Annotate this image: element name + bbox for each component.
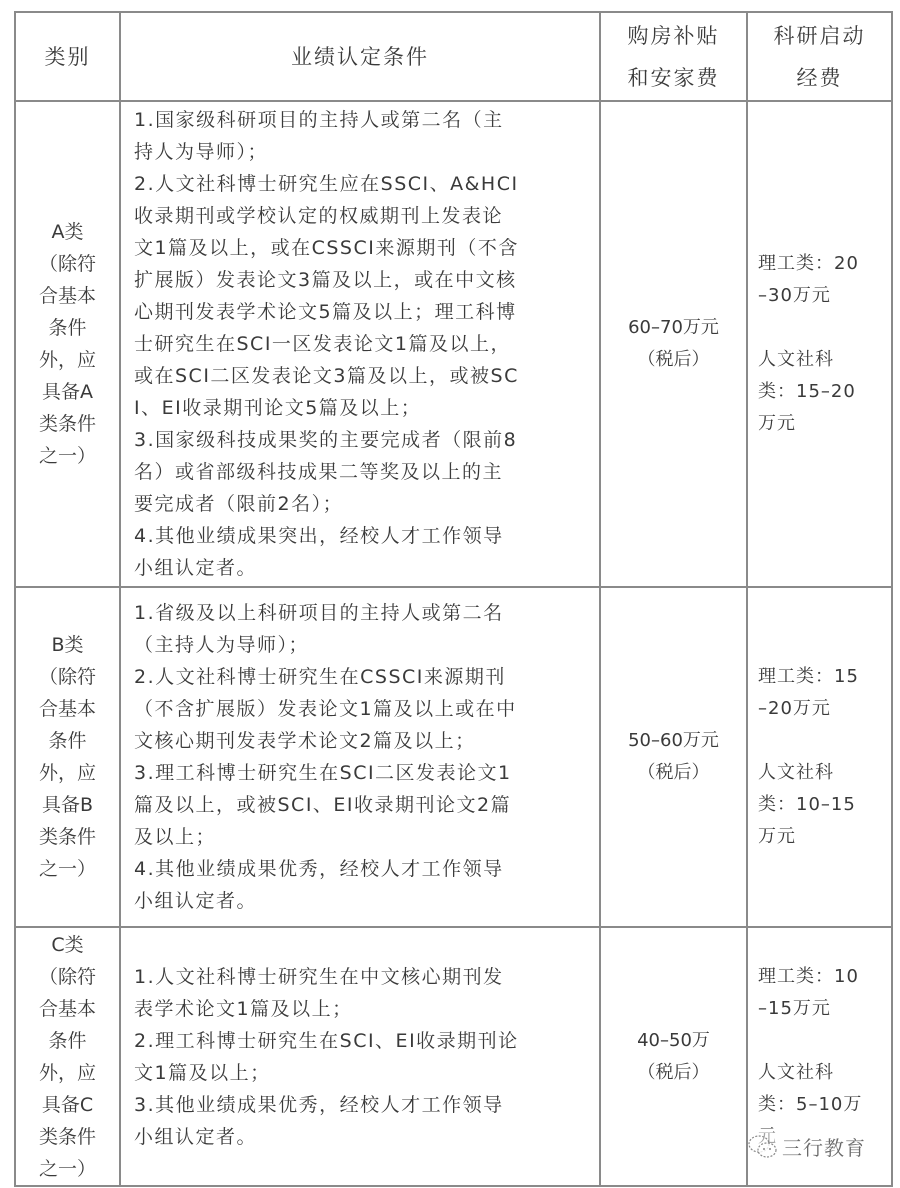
category-cell: B类 （除符 合基本 条件 外，应 具备B 类条件 之一） xyxy=(15,587,120,927)
housing-subsidy-cell: 50–60万元 （税后） xyxy=(600,587,747,927)
conditions-cell: 1.省级及以上科研项目的主持人或第二名 （主持人为导师）； 2.人文社科博士研究生在CSSCI来源期刊 （不含扩展版）发表论文1篇及以上或在中 文核心期刊发表学术论文2篇及以上； 3.理工科博士研究生在SCI二区发表论文1 篇及以上，或被SCI、EI收录期刊论文2篇 及以上； 4.其他业绩成果优秀，经校人才工作领导 小组认定者。 xyxy=(120,587,600,927)
header-category: 类别 xyxy=(15,12,120,101)
housing-subsidy-cell: 60–70万元 （税后） xyxy=(600,101,747,587)
watermark xyxy=(748,1132,866,1161)
conditions-cell: 1.人文社科博士研究生在中文核心期刊发 表学术论文1篇及以上； 2.理工科博士研究生在SCI、EI收录期刊论 文1篇及以上； 3.其他业绩成果优秀，经校人才工作领导 小组认定者。 xyxy=(120,927,600,1186)
research-funding-cell: 理工类：20 –30万元 人文社科 类：15–20 万元 xyxy=(747,101,892,587)
header-research-funding: 科研启动 经费 xyxy=(747,12,892,101)
wechat-icon xyxy=(748,1134,778,1160)
header-housing-subsidy: 购房补贴 和安家费 xyxy=(600,12,747,101)
table-row-b xyxy=(15,587,892,927)
category-cell: C类 （除符 合基本 条件 外，应 具备C 类条件 之一） xyxy=(15,927,120,1186)
category-cell: A类 （除符 合基本 条件 外，应 具备A 类条件 之一） xyxy=(15,101,120,587)
research-funding-cell: 理工类：10 –15万元 人文社科 类：5–10万 xyxy=(747,927,892,1186)
watermark-text: 三行教育 xyxy=(782,1136,866,1160)
header-row xyxy=(15,12,892,101)
research-funding-cell: 理工类：15 –20万元 人文社科 类：10–15 万元 xyxy=(747,587,892,927)
header-conditions: 业绩认定条件 xyxy=(120,12,600,101)
talent-policy-table xyxy=(14,11,893,1187)
housing-subsidy-cell: 40–50万 （税后） xyxy=(600,927,747,1186)
table-row-a xyxy=(15,101,892,587)
conditions-cell: 1.国家级科研项目的主持人或第二名（主 持人为导师）； 2.人文社科博士研究生应在SSCI、A&HCI 收录期刊或学校认定的权威期刊上发表论 文1篇及以上，或在CSSCI来源期刊（不含 扩展版）发表论文3篇及以上，或在中文核 心期刊发表学术论文5篇及以上；理工科博 士研究生在SCI一区发表论文1篇及以上， 或在SCI二区发表论文3篇及以上，或被SC I、EI收录期刊论文5篇及以上； 3.国家级科技成果奖的主要完成者（限前8 名）或省部级科技成果二等奖及以上的主 要完成者（限前2名）； 4.其他业绩成果突出，经校人才工作领导 小组认定者。 xyxy=(120,101,600,587)
